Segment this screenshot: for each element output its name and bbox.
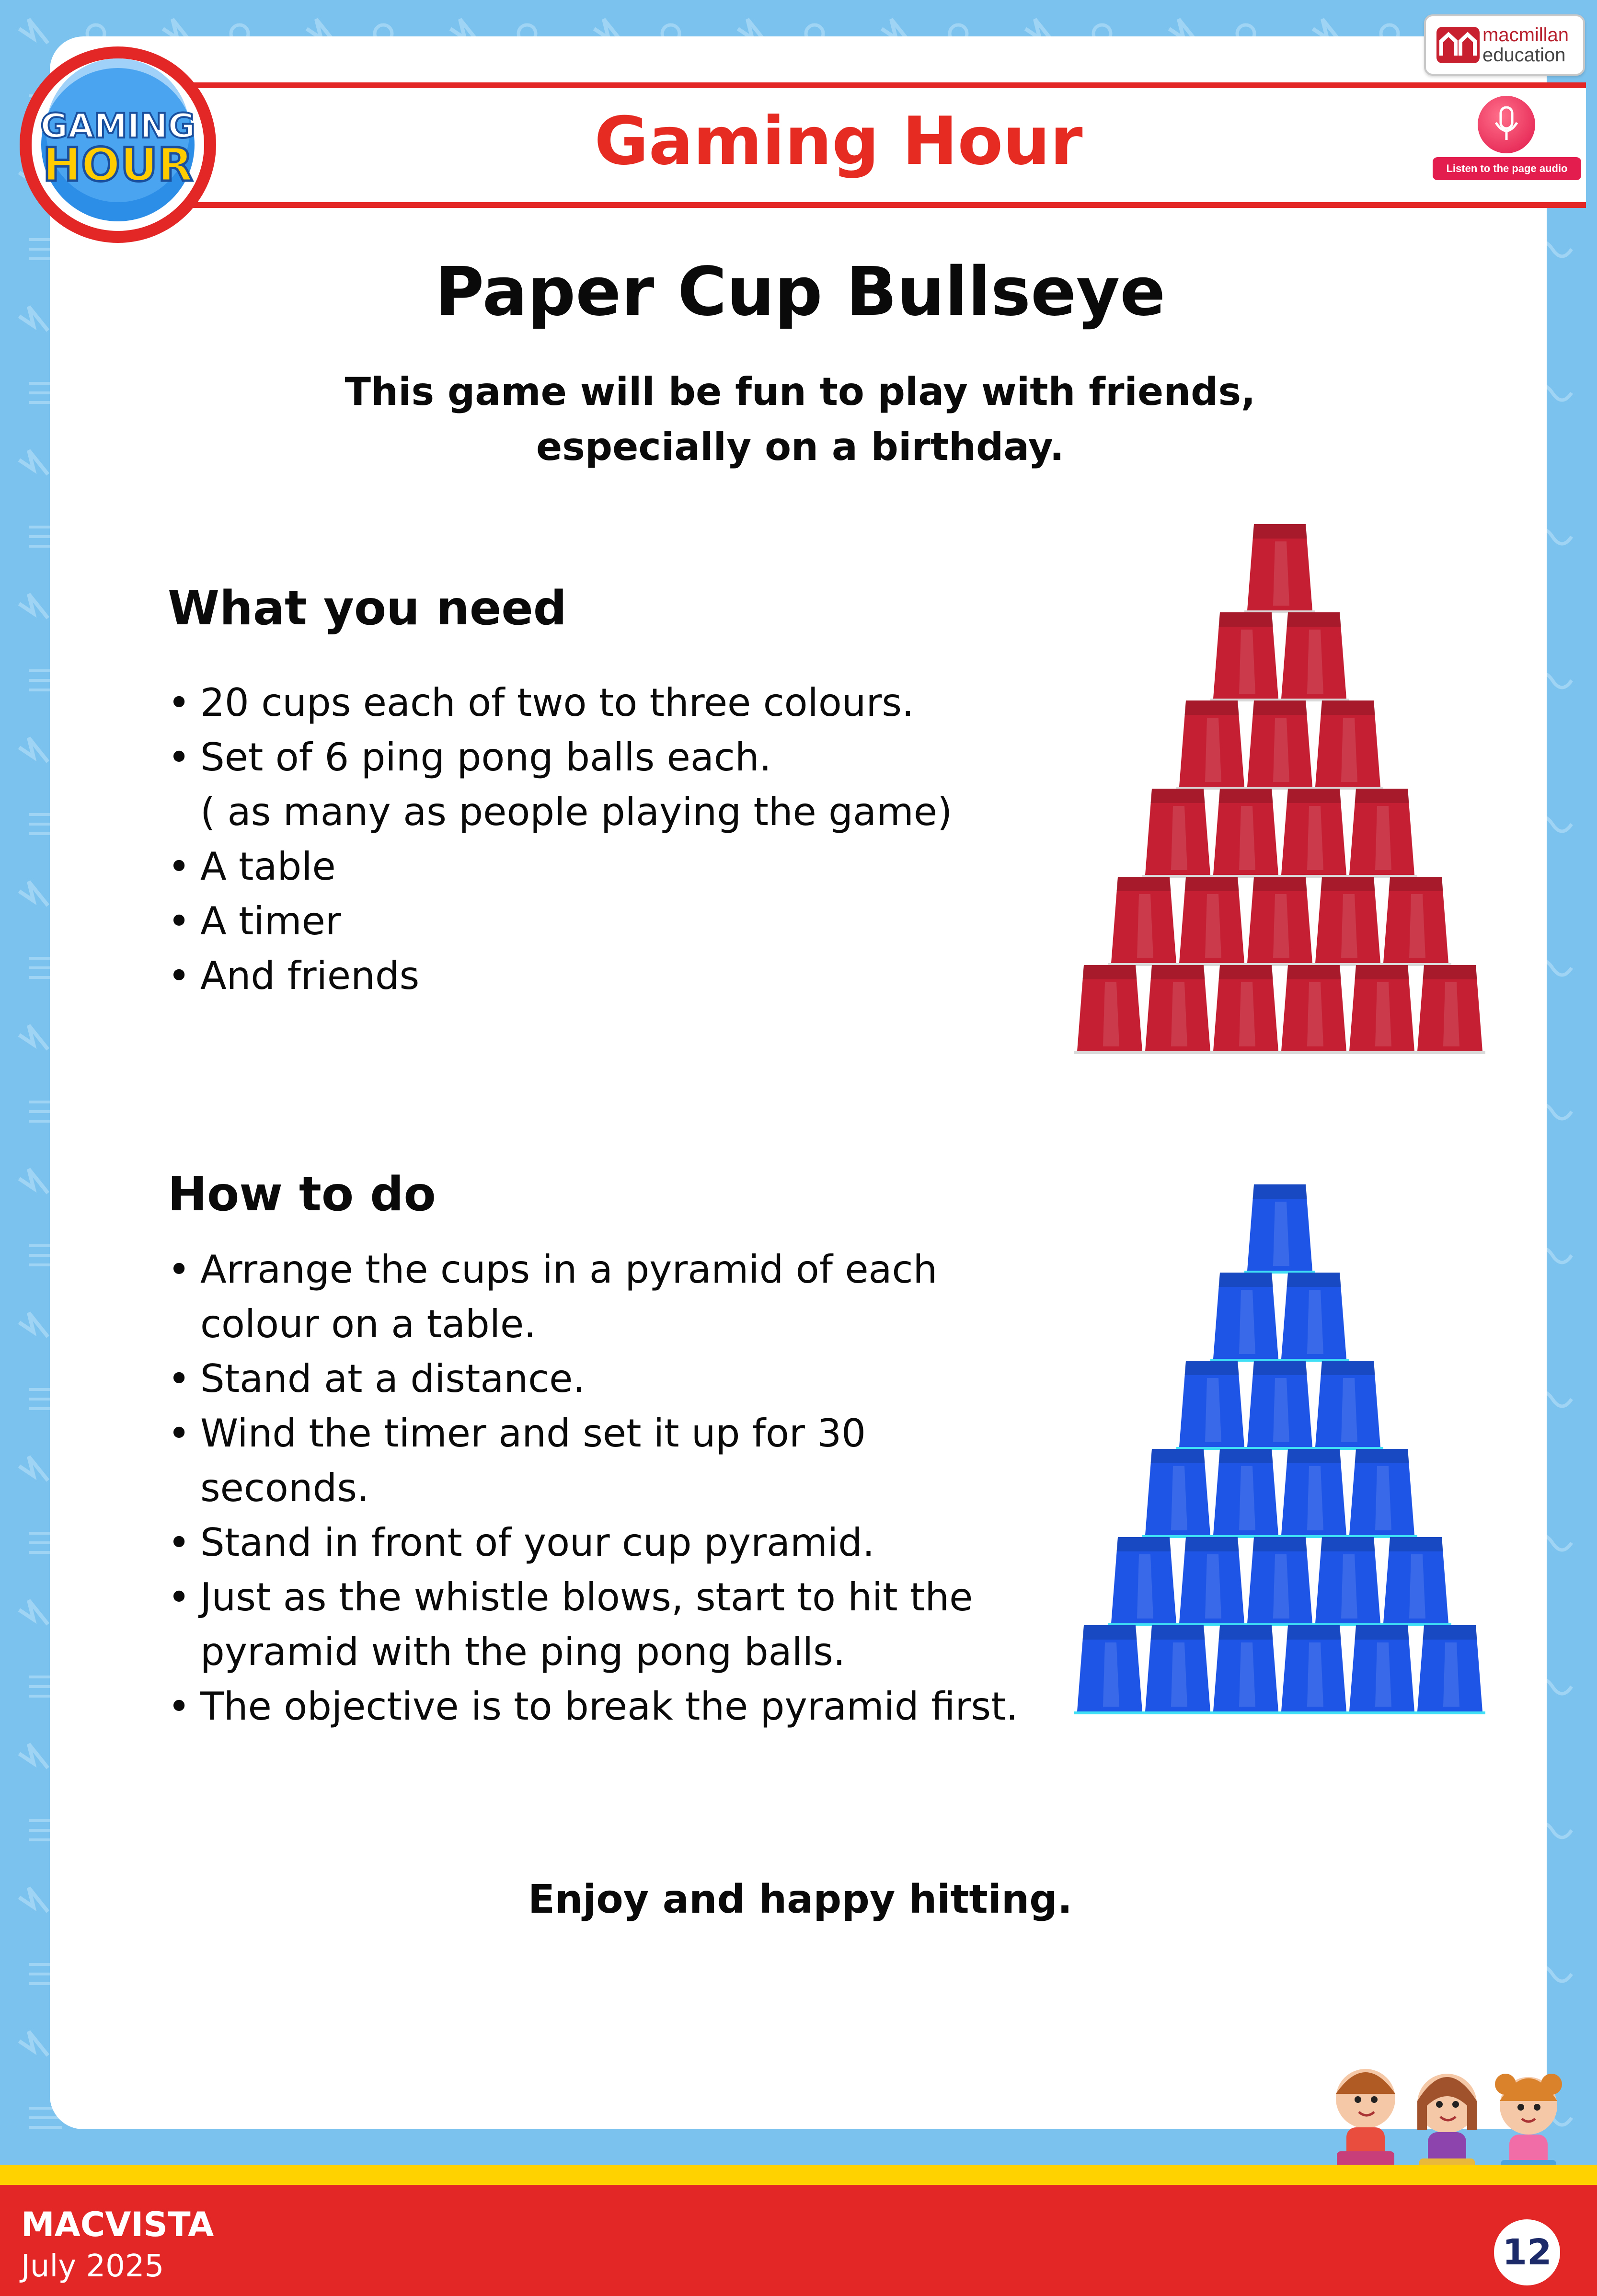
cup-highlight xyxy=(1375,1642,1391,1707)
red-cup-pyramid xyxy=(1073,522,1485,1068)
cup-rim-shade xyxy=(1150,1625,1205,1640)
cup-rim-shade xyxy=(1218,612,1273,627)
list-item: pyramid with the ping pong balls. xyxy=(200,1630,846,1674)
cup-highlight xyxy=(1239,630,1255,694)
cup-rim-shade xyxy=(1389,1537,1443,1551)
list-item: • Stand in front of your cup pyramid. xyxy=(168,1515,1018,1570)
cup-highlight xyxy=(1273,1554,1289,1619)
microphone-icon[interactable] xyxy=(1478,96,1535,153)
cup-highlight xyxy=(1273,1378,1289,1442)
cup-highlight xyxy=(1443,982,1459,1046)
cup-rim-shade xyxy=(1116,877,1171,891)
blue-cup-pyramid xyxy=(1073,1182,1485,1729)
gaming-hour-logo xyxy=(17,44,218,245)
cup-highlight xyxy=(1307,630,1323,694)
what-you-need-heading: What you need xyxy=(168,581,567,636)
cup-rim-shade xyxy=(1252,700,1307,715)
issue-date: July 2025 xyxy=(21,2249,164,2284)
macmillan-brand xyxy=(1424,14,1585,76)
what-you-need-list xyxy=(168,676,952,1003)
cup-highlight xyxy=(1239,1466,1255,1530)
cup-rim-shade xyxy=(1252,524,1307,539)
cup-rim-shade xyxy=(1423,965,1477,979)
pyramid-row-shelf xyxy=(1074,1711,1485,1714)
cup-highlight xyxy=(1341,894,1357,958)
cup-highlight xyxy=(1171,1466,1187,1530)
page-number: 12 xyxy=(1494,2219,1560,2285)
list-item: ( as many as people playing the game) xyxy=(200,790,953,834)
cup-rim-shade xyxy=(1116,1537,1171,1551)
cup-rim-shade xyxy=(1218,1449,1273,1463)
how-to-do-heading: How to do xyxy=(168,1167,436,1222)
list-item: • And friends xyxy=(168,949,952,1003)
list-item: • 20 cups each of two to three colours. xyxy=(168,676,952,730)
closing-line: Enjoy and happy hitting. xyxy=(528,1877,1073,1922)
cup-highlight xyxy=(1239,1642,1255,1707)
list-item: • A timer xyxy=(168,894,952,949)
cup-highlight xyxy=(1341,1378,1357,1442)
list-item: • Wind the timer and set it up for 30 xyxy=(168,1406,1018,1461)
cup-rim-shade xyxy=(1321,1361,1375,1375)
content-card xyxy=(50,36,1547,2129)
footer-stripe xyxy=(0,2165,1597,2185)
cup-highlight xyxy=(1375,1466,1391,1530)
cup-rim-shade xyxy=(1150,1449,1205,1463)
cup-rim-shade xyxy=(1287,789,1341,803)
cup-rim-shade xyxy=(1355,1449,1409,1463)
cup-highlight xyxy=(1137,894,1153,958)
cup-highlight xyxy=(1103,1642,1119,1707)
cup-rim-shade xyxy=(1287,1625,1341,1640)
list-item: • The objective is to break the pyramid first. xyxy=(168,1679,1018,1734)
cup-highlight xyxy=(1375,806,1391,870)
cup-rim-shade xyxy=(1150,789,1205,803)
cup-rim-shade xyxy=(1184,1537,1239,1551)
cup-rim-shade xyxy=(1082,965,1137,979)
cup-rim-shade xyxy=(1218,1273,1273,1287)
listen-audio-label[interactable]: Listen to the page audio xyxy=(1433,157,1581,180)
cup-rim-shade xyxy=(1287,612,1341,627)
cup-rim-shade xyxy=(1355,1625,1409,1640)
pyramid-row-shelf xyxy=(1176,787,1383,790)
list-item: • Stand at a distance. xyxy=(168,1352,1018,1406)
article-title: Paper Cup Bullseye xyxy=(435,253,1166,331)
cup-highlight xyxy=(1307,1642,1323,1707)
cup-rim-shade xyxy=(1321,700,1375,715)
cup-highlight xyxy=(1307,1290,1323,1354)
cup-highlight xyxy=(1205,1554,1221,1619)
cup-highlight xyxy=(1273,894,1289,958)
cup-rim-shade xyxy=(1252,877,1307,891)
brand-line-2: education xyxy=(1482,45,1566,66)
list-item: • Arrange the cups in a pyramid of each xyxy=(168,1242,1018,1297)
header-title: Gaming Hour xyxy=(594,103,1083,180)
cup-rim-shade xyxy=(1184,877,1239,891)
cup-highlight xyxy=(1171,806,1187,870)
cup-rim-shade xyxy=(1184,1361,1239,1375)
cup-rim-shade xyxy=(1218,1625,1273,1640)
cup-rim-shade xyxy=(1423,1625,1477,1640)
list-item: colour on a table. xyxy=(200,1302,536,1346)
list-item: seconds. xyxy=(200,1466,369,1510)
cup-highlight xyxy=(1273,541,1289,606)
cup-rim-shade xyxy=(1287,1273,1341,1287)
cup-highlight xyxy=(1239,982,1255,1046)
cup-rim-shade xyxy=(1218,789,1273,803)
cup-highlight xyxy=(1341,718,1357,782)
cup-highlight xyxy=(1307,1466,1323,1530)
cup-rim-shade xyxy=(1184,700,1239,715)
how-to-do-list xyxy=(168,1242,1018,1734)
logo-text-hour: HOUR xyxy=(43,138,193,192)
footer-bar xyxy=(0,2185,1597,2296)
cup-highlight xyxy=(1205,718,1221,782)
cup-rim-shade xyxy=(1355,789,1409,803)
cup-rim-shade xyxy=(1150,965,1205,979)
cup-rim-shade xyxy=(1321,1537,1375,1551)
brand-line-1: macmillan xyxy=(1482,24,1569,46)
cup-highlight xyxy=(1239,1290,1255,1354)
cup-rim-shade xyxy=(1287,965,1341,979)
cup-highlight xyxy=(1205,894,1221,958)
cup-rim-shade xyxy=(1321,877,1375,891)
cup-highlight xyxy=(1341,1554,1357,1619)
list-item: • A table xyxy=(168,839,952,894)
cup-rim-shade xyxy=(1252,1184,1307,1199)
cup-highlight xyxy=(1273,718,1289,782)
cup-rim-shade xyxy=(1355,965,1409,979)
cup-rim-shade xyxy=(1287,1449,1341,1463)
cup-rim-shade xyxy=(1252,1361,1307,1375)
cup-highlight xyxy=(1273,1202,1289,1266)
magazine-name: MACVISTA xyxy=(21,2205,214,2244)
cup-highlight xyxy=(1103,982,1119,1046)
cup-highlight xyxy=(1239,806,1255,870)
cup-highlight xyxy=(1307,806,1323,870)
cup-rim-shade xyxy=(1389,877,1443,891)
cup-rim-shade xyxy=(1252,1537,1307,1551)
cup-highlight xyxy=(1409,1554,1425,1619)
cup-highlight xyxy=(1375,982,1391,1046)
cup-rim-shade xyxy=(1218,965,1273,979)
subtitle-line-1: This game will be fun to play with friends, xyxy=(345,369,1256,414)
list-item: • Just as the whistle blows, start to hit the xyxy=(168,1570,1018,1625)
subtitle-line-2: especially on a birthday. xyxy=(536,425,1064,469)
pyramid-row-shelf xyxy=(1074,1051,1485,1054)
logo-text-gaming: GAMING xyxy=(40,106,195,146)
cup-highlight xyxy=(1171,1642,1187,1707)
cup-highlight xyxy=(1137,1554,1153,1619)
macmillan-logo-icon xyxy=(1436,27,1480,63)
pyramid-row-shelf xyxy=(1176,1447,1383,1450)
cup-highlight xyxy=(1409,894,1425,958)
cup-rim-shade xyxy=(1082,1625,1137,1640)
listen-audio-button[interactable] xyxy=(1433,96,1581,182)
cup-highlight xyxy=(1443,1642,1459,1707)
cup-highlight xyxy=(1307,982,1323,1046)
article-subtitle xyxy=(211,364,1390,474)
cup-highlight xyxy=(1171,982,1187,1046)
cup-highlight xyxy=(1205,1378,1221,1442)
list-item: • Set of 6 ping pong balls each. xyxy=(168,730,952,785)
